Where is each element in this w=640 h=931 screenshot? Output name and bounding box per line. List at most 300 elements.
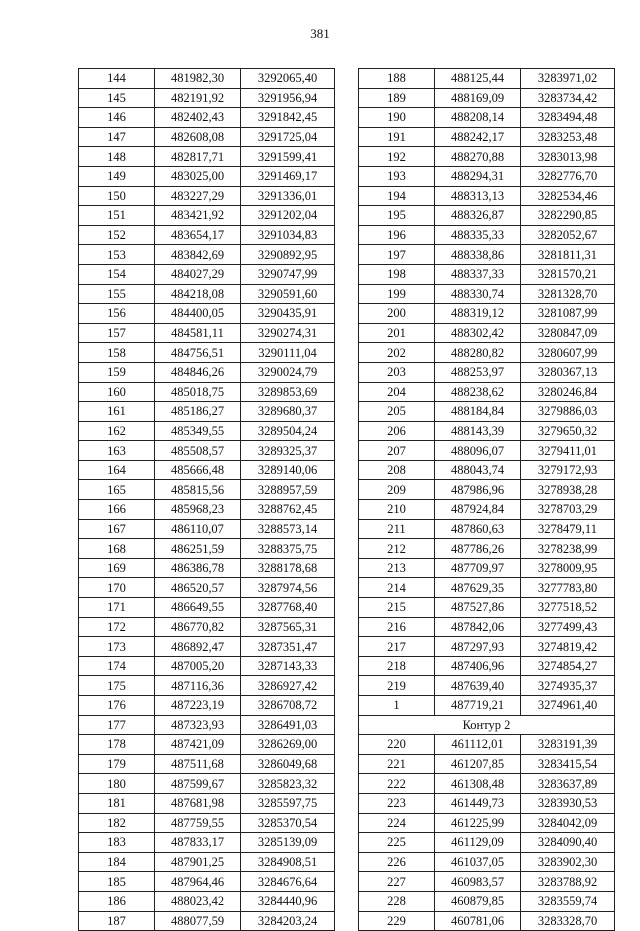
point-number: 202 [359, 343, 435, 363]
y-coordinate: 3284042,09 [521, 813, 615, 833]
contour-label: Контур 2 [359, 715, 615, 735]
x-coordinate: 487786,26 [435, 539, 521, 559]
x-coordinate: 487833,17 [155, 833, 241, 853]
page-number: 381 [310, 26, 330, 41]
table-row [79, 323, 335, 343]
table-row [79, 284, 335, 304]
point-number: 166 [79, 500, 155, 520]
x-coordinate: 487599,67 [155, 774, 241, 794]
x-coordinate: 486770,82 [155, 617, 241, 637]
point-number: 149 [79, 166, 155, 186]
table-row [79, 108, 335, 128]
point-number: 217 [359, 637, 435, 657]
y-coordinate: 3288178,68 [241, 558, 335, 578]
x-coordinate: 487681,98 [155, 793, 241, 813]
y-coordinate: 3282052,67 [521, 225, 615, 245]
x-coordinate: 488337,33 [435, 264, 521, 284]
point-number: 207 [359, 441, 435, 461]
y-coordinate: 3283191,39 [521, 735, 615, 755]
point-number: 161 [79, 402, 155, 422]
point-number: 198 [359, 264, 435, 284]
x-coordinate: 487527,86 [435, 598, 521, 618]
point-number: 158 [79, 343, 155, 363]
x-coordinate: 488294,31 [435, 166, 521, 186]
point-number: 177 [79, 715, 155, 735]
x-coordinate: 488302,42 [435, 323, 521, 343]
table-row [79, 872, 335, 892]
point-number: 179 [79, 754, 155, 774]
table-row [79, 539, 335, 559]
x-coordinate: 486520,57 [155, 578, 241, 598]
y-coordinate: 3278479,11 [521, 519, 615, 539]
point-number: 165 [79, 480, 155, 500]
table-row [359, 421, 615, 441]
point-number: 220 [359, 735, 435, 755]
table-row [79, 166, 335, 186]
point-number: 173 [79, 637, 155, 657]
table-row [359, 696, 615, 716]
table-row [359, 441, 615, 461]
y-coordinate: 3287768,40 [241, 598, 335, 618]
y-coordinate: 3291469,17 [241, 166, 335, 186]
point-number: 229 [359, 911, 435, 931]
table-row [359, 637, 615, 657]
point-number: 208 [359, 460, 435, 480]
x-coordinate: 487986,96 [435, 480, 521, 500]
x-coordinate: 486649,55 [155, 598, 241, 618]
x-coordinate: 483421,92 [155, 206, 241, 226]
table-row [79, 186, 335, 206]
y-coordinate: 3291725,04 [241, 127, 335, 147]
point-number: 148 [79, 147, 155, 167]
x-coordinate: 487406,96 [435, 656, 521, 676]
point-number: 214 [359, 578, 435, 598]
y-coordinate: 3277499,43 [521, 617, 615, 637]
table-row [359, 127, 615, 147]
point-number: 144 [79, 69, 155, 89]
y-coordinate: 3284440,96 [241, 891, 335, 911]
x-coordinate: 488313,13 [435, 186, 521, 206]
x-coordinate: 461449,73 [435, 793, 521, 813]
table-row [359, 833, 615, 853]
table-row [79, 245, 335, 265]
table-row [79, 696, 335, 716]
table-row [79, 127, 335, 147]
x-coordinate: 485018,75 [155, 382, 241, 402]
point-number: 215 [359, 598, 435, 618]
point-number: 153 [79, 245, 155, 265]
y-coordinate: 3280607,99 [521, 343, 615, 363]
y-coordinate: 3283415,54 [521, 754, 615, 774]
y-coordinate: 3280367,13 [521, 362, 615, 382]
point-number: 194 [359, 186, 435, 206]
point-number: 152 [79, 225, 155, 245]
y-coordinate: 3278009,95 [521, 558, 615, 578]
point-number: 186 [79, 891, 155, 911]
y-coordinate: 3274961,40 [521, 696, 615, 716]
table-row [359, 264, 615, 284]
y-coordinate: 3281570,21 [521, 264, 615, 284]
x-coordinate: 488319,12 [435, 304, 521, 324]
y-coordinate: 3287351,47 [241, 637, 335, 657]
coordinates-table-right [358, 68, 615, 931]
point-number: 227 [359, 872, 435, 892]
y-coordinate: 3291956,94 [241, 88, 335, 108]
x-coordinate: 484027,29 [155, 264, 241, 284]
point-number: 181 [79, 793, 155, 813]
y-coordinate: 3289504,24 [241, 421, 335, 441]
table-row [359, 480, 615, 500]
x-coordinate: 484846,26 [155, 362, 241, 382]
x-coordinate: 487964,46 [155, 872, 241, 892]
x-coordinate: 488270,88 [435, 147, 521, 167]
x-coordinate: 486892,47 [155, 637, 241, 657]
y-coordinate: 3277518,52 [521, 598, 615, 618]
y-coordinate: 3287565,31 [241, 617, 335, 637]
x-coordinate: 485349,55 [155, 421, 241, 441]
y-coordinate: 3284203,24 [241, 911, 335, 931]
point-number: 204 [359, 382, 435, 402]
point-number: 155 [79, 284, 155, 304]
x-coordinate: 487421,09 [155, 735, 241, 755]
x-coordinate: 483227,29 [155, 186, 241, 206]
table-row [359, 754, 615, 774]
table-row [79, 206, 335, 226]
point-number: 168 [79, 539, 155, 559]
y-coordinate: 3291034,83 [241, 225, 335, 245]
table-row [79, 480, 335, 500]
table-row [359, 323, 615, 343]
table-row [359, 519, 615, 539]
x-coordinate: 460879,85 [435, 891, 521, 911]
x-coordinate: 484218,08 [155, 284, 241, 304]
table-row [359, 206, 615, 226]
table-row [79, 362, 335, 382]
x-coordinate: 485666,48 [155, 460, 241, 480]
contour-header-row [359, 715, 615, 735]
point-number: 216 [359, 617, 435, 637]
point-number: 167 [79, 519, 155, 539]
point-number: 150 [79, 186, 155, 206]
x-coordinate: 483842,69 [155, 245, 241, 265]
y-coordinate: 3287143,33 [241, 656, 335, 676]
table-row [359, 617, 615, 637]
point-number: 226 [359, 852, 435, 872]
point-number: 197 [359, 245, 435, 265]
point-number: 224 [359, 813, 435, 833]
y-coordinate: 3286269,00 [241, 735, 335, 755]
point-number: 151 [79, 206, 155, 226]
point-number: 182 [79, 813, 155, 833]
y-coordinate: 3288573,14 [241, 519, 335, 539]
y-coordinate: 3290591,60 [241, 284, 335, 304]
x-coordinate: 483025,00 [155, 166, 241, 186]
table-row [359, 88, 615, 108]
x-coordinate: 481982,30 [155, 69, 241, 89]
y-coordinate: 3281811,31 [521, 245, 615, 265]
table-row [79, 343, 335, 363]
y-coordinate: 3288375,75 [241, 539, 335, 559]
x-coordinate: 485186,27 [155, 402, 241, 422]
x-coordinate: 461207,85 [435, 754, 521, 774]
y-coordinate: 3292065,40 [241, 69, 335, 89]
x-coordinate: 486386,78 [155, 558, 241, 578]
y-coordinate: 3286927,42 [241, 676, 335, 696]
x-coordinate: 487842,06 [435, 617, 521, 637]
table-row [79, 88, 335, 108]
table-left-body [79, 69, 335, 931]
y-coordinate: 3283902,30 [521, 852, 615, 872]
x-coordinate: 487924,84 [435, 500, 521, 520]
x-coordinate: 487759,55 [155, 813, 241, 833]
table-row [79, 774, 335, 794]
y-coordinate: 3279650,32 [521, 421, 615, 441]
table-row [79, 519, 335, 539]
x-coordinate: 460781,06 [435, 911, 521, 931]
point-number: 1 [359, 696, 435, 716]
x-coordinate: 488043,74 [435, 460, 521, 480]
table-row [79, 225, 335, 245]
x-coordinate: 482402,43 [155, 108, 241, 128]
point-number: 178 [79, 735, 155, 755]
y-coordinate: 3290111,04 [241, 343, 335, 363]
y-coordinate: 3287974,56 [241, 578, 335, 598]
table-row [79, 402, 335, 422]
point-number: 184 [79, 852, 155, 872]
table-row [359, 676, 615, 696]
table-row [359, 225, 615, 245]
point-number: 209 [359, 480, 435, 500]
table-row [79, 793, 335, 813]
x-coordinate: 487639,40 [435, 676, 521, 696]
y-coordinate: 3274854,27 [521, 656, 615, 676]
table-row [79, 147, 335, 167]
y-coordinate: 3283013,98 [521, 147, 615, 167]
table-row [359, 343, 615, 363]
y-coordinate: 3280847,09 [521, 323, 615, 343]
table-row [359, 558, 615, 578]
table-right-body [359, 69, 615, 931]
x-coordinate: 487901,25 [155, 852, 241, 872]
table-row [79, 304, 335, 324]
y-coordinate: 3280246,84 [521, 382, 615, 402]
y-coordinate: 3278238,99 [521, 539, 615, 559]
point-number: 180 [79, 774, 155, 794]
point-number: 156 [79, 304, 155, 324]
y-coordinate: 3278938,28 [521, 480, 615, 500]
y-coordinate: 3279886,03 [521, 402, 615, 422]
y-coordinate: 3286491,03 [241, 715, 335, 735]
x-coordinate: 487297,93 [435, 637, 521, 657]
y-coordinate: 3285597,75 [241, 793, 335, 813]
point-number: 203 [359, 362, 435, 382]
x-coordinate: 488326,87 [435, 206, 521, 226]
x-coordinate: 487511,68 [155, 754, 241, 774]
table-row [79, 637, 335, 657]
y-coordinate: 3285823,32 [241, 774, 335, 794]
point-number: 200 [359, 304, 435, 324]
point-number: 174 [79, 656, 155, 676]
x-coordinate: 486251,59 [155, 539, 241, 559]
table-row [79, 598, 335, 618]
x-coordinate: 482191,92 [155, 88, 241, 108]
point-number: 154 [79, 264, 155, 284]
table-row [79, 460, 335, 480]
x-coordinate: 487629,35 [435, 578, 521, 598]
point-number: 147 [79, 127, 155, 147]
x-coordinate: 487223,19 [155, 696, 241, 716]
y-coordinate: 3291842,45 [241, 108, 335, 128]
table-row [359, 147, 615, 167]
y-coordinate: 3286708,72 [241, 696, 335, 716]
point-number: 185 [79, 872, 155, 892]
point-number: 219 [359, 676, 435, 696]
point-number: 225 [359, 833, 435, 853]
point-number: 189 [359, 88, 435, 108]
x-coordinate: 461129,09 [435, 833, 521, 853]
y-coordinate: 3289140,06 [241, 460, 335, 480]
point-number: 212 [359, 539, 435, 559]
table-row [359, 500, 615, 520]
table-row [359, 578, 615, 598]
point-number: 228 [359, 891, 435, 911]
point-number: 211 [359, 519, 435, 539]
x-coordinate: 484400,05 [155, 304, 241, 324]
x-coordinate: 484581,11 [155, 323, 241, 343]
y-coordinate: 3283559,74 [521, 891, 615, 911]
x-coordinate: 488330,74 [435, 284, 521, 304]
point-number: 190 [359, 108, 435, 128]
y-coordinate: 3277783,80 [521, 578, 615, 598]
x-coordinate: 487116,36 [155, 676, 241, 696]
table-row [79, 754, 335, 774]
table-row [79, 500, 335, 520]
point-number: 195 [359, 206, 435, 226]
y-coordinate: 3290274,31 [241, 323, 335, 343]
point-number: 210 [359, 500, 435, 520]
x-coordinate: 461308,48 [435, 774, 521, 794]
x-coordinate: 487719,21 [435, 696, 521, 716]
y-coordinate: 3284090,40 [521, 833, 615, 853]
y-coordinate: 3282290,85 [521, 206, 615, 226]
table-row [359, 284, 615, 304]
x-coordinate: 488096,07 [435, 441, 521, 461]
point-number: 146 [79, 108, 155, 128]
point-number: 145 [79, 88, 155, 108]
x-coordinate: 488338,86 [435, 245, 521, 265]
table-row [359, 656, 615, 676]
point-number: 201 [359, 323, 435, 343]
table-row [79, 715, 335, 735]
point-number: 187 [79, 911, 155, 931]
table-row [79, 421, 335, 441]
x-coordinate: 487709,97 [435, 558, 521, 578]
x-coordinate: 483654,17 [155, 225, 241, 245]
table-row [79, 813, 335, 833]
table-row [359, 539, 615, 559]
x-coordinate: 487860,63 [435, 519, 521, 539]
y-coordinate: 3274935,37 [521, 676, 615, 696]
point-number: 171 [79, 598, 155, 618]
point-number: 213 [359, 558, 435, 578]
table-row [359, 793, 615, 813]
x-coordinate: 488208,14 [435, 108, 521, 128]
x-coordinate: 487005,20 [155, 656, 241, 676]
y-coordinate: 3290024,79 [241, 362, 335, 382]
table-row [359, 245, 615, 265]
x-coordinate: 485968,23 [155, 500, 241, 520]
table-row [79, 852, 335, 872]
point-number: 160 [79, 382, 155, 402]
x-coordinate: 484756,51 [155, 343, 241, 363]
table-row [79, 264, 335, 284]
y-coordinate: 3289325,37 [241, 441, 335, 461]
y-coordinate: 3279411,01 [521, 441, 615, 461]
table-row [359, 186, 615, 206]
point-number: 199 [359, 284, 435, 304]
y-coordinate: 3289853,69 [241, 382, 335, 402]
y-coordinate: 3283788,92 [521, 872, 615, 892]
y-coordinate: 3278703,29 [521, 500, 615, 520]
point-number: 162 [79, 421, 155, 441]
y-coordinate: 3291202,04 [241, 206, 335, 226]
y-coordinate: 3285370,54 [241, 813, 335, 833]
y-coordinate: 3283328,70 [521, 911, 615, 931]
x-coordinate: 488077,59 [155, 911, 241, 931]
y-coordinate: 3283930,53 [521, 793, 615, 813]
y-coordinate: 3283253,48 [521, 127, 615, 147]
coordinates-table-left [78, 68, 335, 931]
x-coordinate: 485815,56 [155, 480, 241, 500]
table-row [359, 108, 615, 128]
table-row [79, 656, 335, 676]
y-coordinate: 3283494,48 [521, 108, 615, 128]
table-row [79, 382, 335, 402]
point-number: 188 [359, 69, 435, 89]
table-row [79, 558, 335, 578]
y-coordinate: 3282534,46 [521, 186, 615, 206]
point-number: 163 [79, 441, 155, 461]
table-row [359, 774, 615, 794]
table-row [359, 911, 615, 931]
y-coordinate: 3291336,01 [241, 186, 335, 206]
table-row [359, 891, 615, 911]
point-number: 192 [359, 147, 435, 167]
point-number: 205 [359, 402, 435, 422]
point-number: 196 [359, 225, 435, 245]
table-row [359, 460, 615, 480]
y-coordinate: 3274819,42 [521, 637, 615, 657]
point-number: 164 [79, 460, 155, 480]
x-coordinate: 488238,62 [435, 382, 521, 402]
point-number: 223 [359, 793, 435, 813]
table-row [79, 617, 335, 637]
x-coordinate: 488125,44 [435, 69, 521, 89]
point-number: 170 [79, 578, 155, 598]
y-coordinate: 3290892,95 [241, 245, 335, 265]
table-row [359, 304, 615, 324]
x-coordinate: 482817,71 [155, 147, 241, 167]
y-coordinate: 3290435,91 [241, 304, 335, 324]
table-row [359, 69, 615, 89]
x-coordinate: 488280,82 [435, 343, 521, 363]
y-coordinate: 3281328,70 [521, 284, 615, 304]
point-number: 206 [359, 421, 435, 441]
table-row [359, 362, 615, 382]
table-row [79, 833, 335, 853]
x-coordinate: 488169,09 [435, 88, 521, 108]
x-coordinate: 488253,97 [435, 362, 521, 382]
